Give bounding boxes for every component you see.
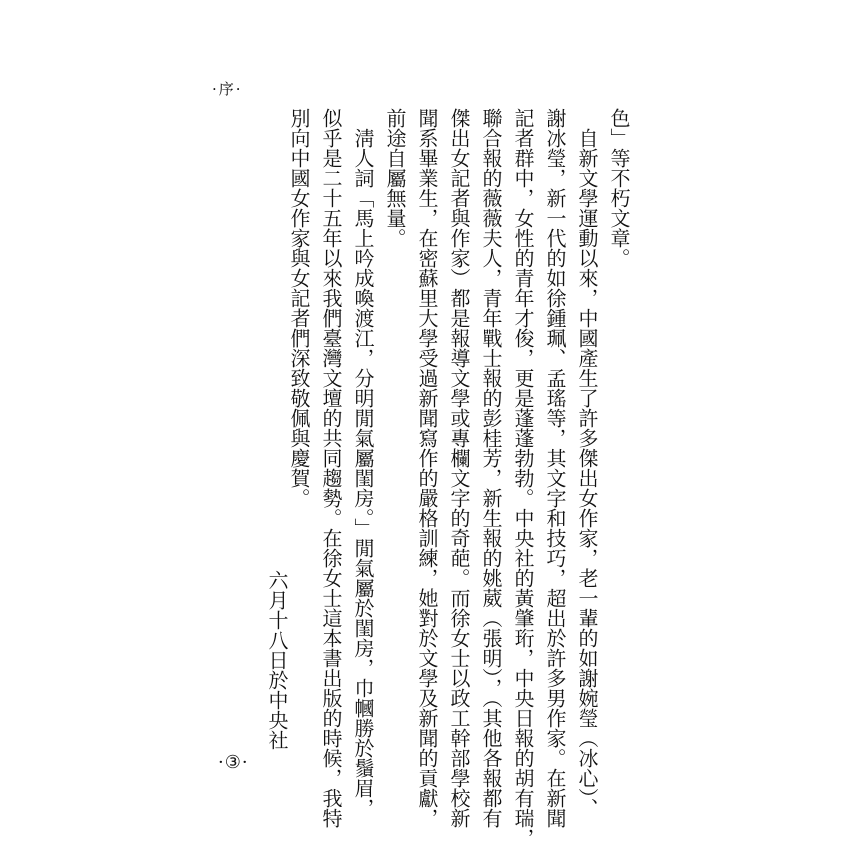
text-column-2: 自新文學運動以來，中國產生了許多傑出女作家，老一輩的如謝婉瑩（冰心）、 [575, 108, 599, 818]
text-column-4: 記者群中，女性的青年才俊，更是蓬蓬勃勃。中央社的黃肇珩，中央日報的胡有瑞， [511, 108, 535, 848]
text-column-7: 聞系畢業生，在密蘇里大學受過新聞寫作的嚴格訓練，她對於文學及新聞的貢獻， [415, 108, 439, 828]
running-header: ·序· [212, 80, 243, 98]
text-column-9: 淸人詞「馬上吟成喚渡江，分明閒氣屬閨房。」閒氣屬於閨房，巾幗勝於鬚眉， [351, 108, 375, 818]
text-column-5: 聯合報的薇薇夫人，青年戰士報的彭桂芳，新生報的姚葳（張明），（其他各報都有 [479, 108, 503, 828]
text-column-8: 前途自屬無量。 [383, 108, 407, 248]
text-column-11: 別向中國女作家與女記者們深致敬佩與慶賀。 [287, 108, 311, 508]
text-column-10: 似乎是二十五年以來我們臺灣文壇的共同趨勢。在徐女士這本書出版的時候，我特 [319, 108, 343, 828]
page-number: ·③· [218, 752, 249, 773]
text-column-6: 傑出女記者與作家）都是報導文學或專欄文字的奇葩。而徐女士以政工幹部學校新 [447, 108, 471, 828]
text-column-1: 色」等不朽文章。 [607, 108, 631, 268]
text-column-3: 謝冰瑩，新一代的如徐鍾珮、孟瑤等，其文字和技巧，超出於許多男作家。在新聞 [543, 108, 567, 828]
signature-dateline: 六月十八日於中央社 [265, 570, 289, 750]
